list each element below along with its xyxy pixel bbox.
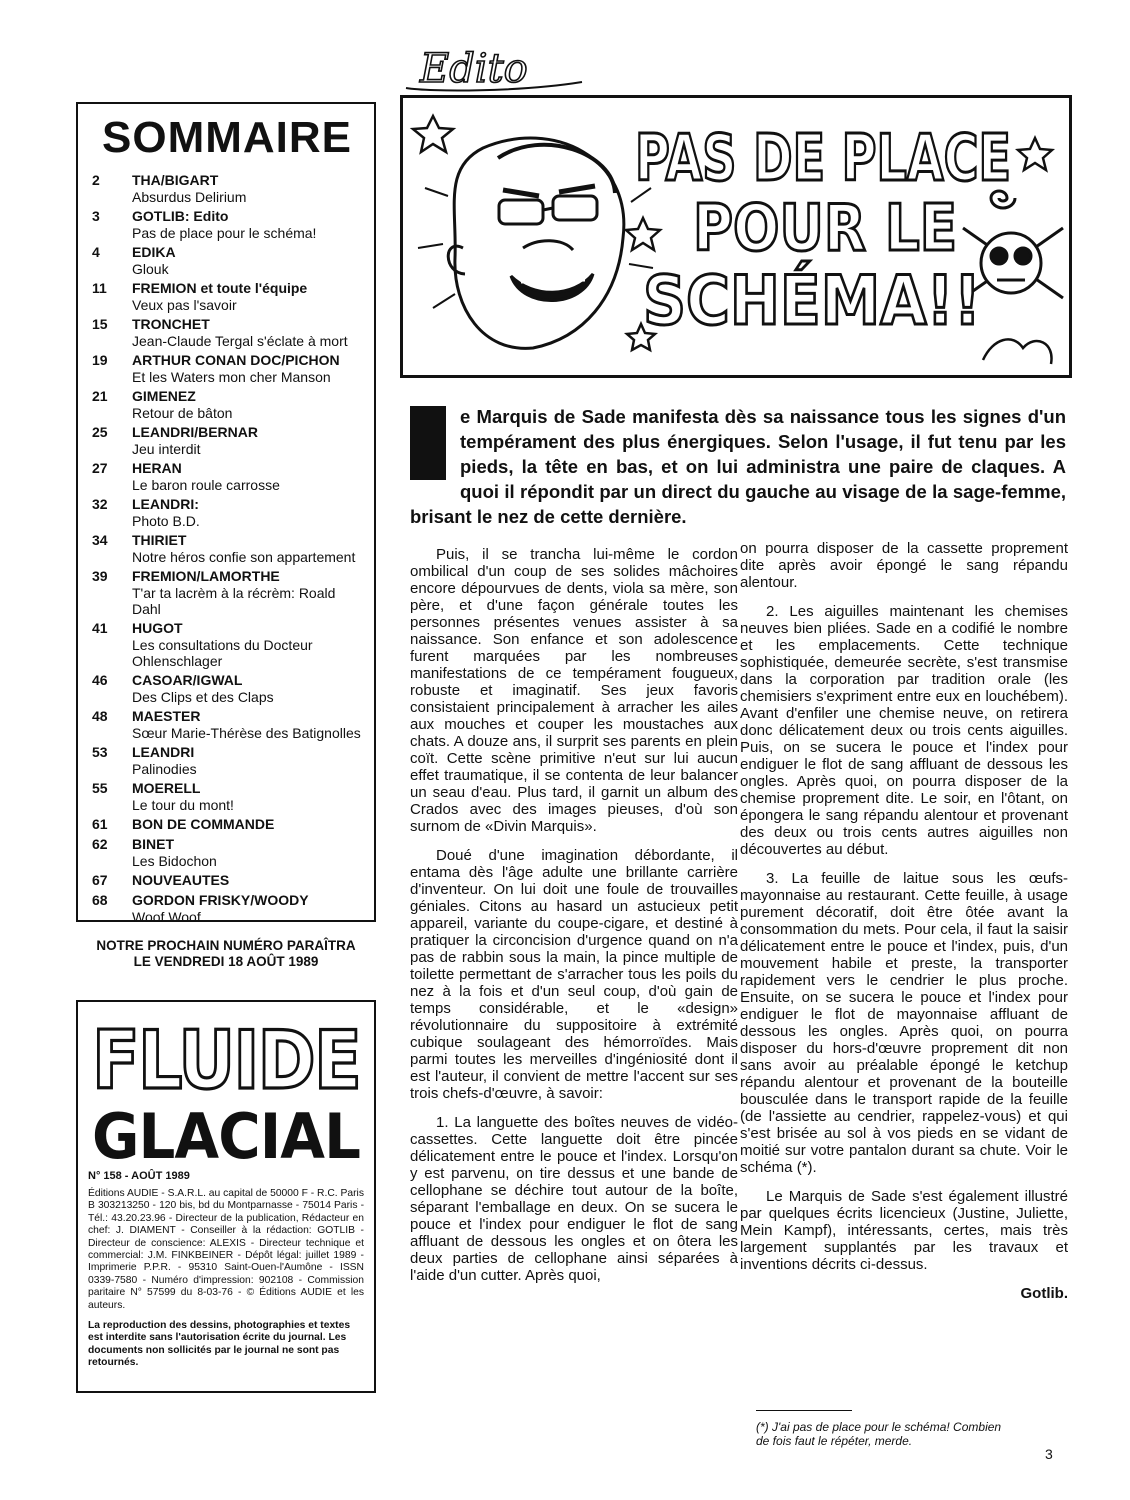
masthead — [76, 1000, 376, 1393]
toc-page-number: 21 — [92, 388, 108, 404]
toc-page-number: 15 — [92, 316, 108, 332]
paragraph: 3. La feuille de laitue sous les œufs-mayonnaise au restaurant. Cette feuille, à usage purement décoratif, doit être ôtée avant la consommation du mets. Pour cela, il faut la saisir délicatement entre le pouce et l'index, puis, d'un mouvement habile et preste, la transporter rapidement vers le cendrier le plus proche. Ensuite, on se sucera le pouce et l'index pour endiguer le flot de mayonnaise affluant de dessous les ongles. Après quoi, on pourra disposer du hors-d'œuvre proprement dit non sans avoir au préalable épongé le ketchup répandu alentour et provenant de la bouteille bousculée dans le transport rapide de la feuille (de l'assiette au cendrier, rappelez-vous) et qui s'est brisée au sol à vos pieds en se vidant de moitié sur votre pantalon durant sa chute. Voir le schéma (*). — [740, 870, 1068, 1176]
toc-author: MAESTER — [132, 708, 201, 724]
toc-author: GORDON FRISKY/WOODY — [132, 892, 309, 908]
toc-entry — [88, 532, 366, 565]
toc-page-number: 34 — [92, 532, 108, 548]
toc-page-number: 32 — [92, 496, 108, 512]
banner-title-line-3: SCHÉMA!! — [643, 262, 1028, 341]
toc-page-number: 39 — [92, 568, 108, 584]
toc-subtitle: Les consultations du Docteur Ohlenschlager — [132, 637, 313, 669]
paragraph: Doué d'une imagination débordante, il entama dès l'âge adulte une brillante carrière d'inventeur. On lui doit une foule de trouvailles géniales. Citons au hasard un astucieux petit appareil, variante du coupe-cigare, et destiné à pratiquer la circoncision d'urgence quand on n'a pas de rabbin sous la main, la pince multiple de toilette permettant de s'arracher tous les poils du nez à la fois et d'un seul coup, d'où gain de temps considérable, et le «design» révolutionnaire du suppositoire à extrémité cubique soulageant des hémorroïdes. Mais parmi toutes les merveilles d'ingéniosité dont il est l'auteur, il convient de mettre l'accent sur ses trois chefs-d'œuvre, à savoir: — [410, 847, 738, 1102]
toc-subtitle: Le baron roule carrosse — [132, 477, 280, 493]
toc-author: NOUVEAUTES — [132, 872, 230, 888]
toc-subtitle: Notre héros confie son appartement — [132, 549, 356, 565]
toc-entry — [88, 816, 366, 833]
toc-entry — [88, 568, 366, 617]
toc-author: TRONCHET — [132, 316, 210, 332]
toc-entry — [88, 744, 366, 777]
toc-subtitle: Et les Waters mon cher Manson — [132, 369, 331, 385]
toc-page-number: 27 — [92, 460, 108, 476]
splash-drawing — [983, 339, 1052, 364]
angry-face-drawing — [418, 138, 653, 348]
banner-title-line-1: PAS DE PLACE — [635, 122, 1011, 196]
sommaire-title: SOMMAIRE — [102, 113, 352, 162]
banner-title-line-2: POUR LE — [693, 192, 957, 266]
toc-entry — [88, 496, 366, 529]
toc-entry — [88, 172, 366, 205]
toc-subtitle: Veux pas l'savoir — [132, 297, 237, 313]
toc-page-number: 41 — [92, 620, 108, 636]
toc-page-number: 3 — [92, 208, 100, 224]
toc-entry — [88, 708, 366, 741]
toc-author: BINET — [132, 836, 174, 852]
toc-author: HUGOT — [132, 620, 183, 636]
paragraph: Le Marquis de Sade s'est également illustré par quelques écrits licencieux (Justine, Juliette, Mein Kampf), intéressants, certes, mais très largement supplantés par les travaux et inventions décrits ci-dessus. — [740, 1188, 1068, 1273]
toc-entry — [88, 892, 366, 925]
toc-page-number: 11 — [92, 280, 107, 296]
toc-subtitle: Jean-Claude Tergal s'éclate à mort — [132, 333, 348, 349]
toc-entry — [88, 388, 366, 421]
toc-subtitle: Glouk — [132, 261, 169, 277]
next-issue-date: LE VENDREDI 18 AOÛT 1989 — [133, 954, 319, 969]
toc-entry — [88, 872, 366, 889]
toc-entry — [88, 316, 366, 349]
toc-author: EDIKA — [132, 244, 176, 260]
edito-banner-illustration — [400, 95, 1072, 378]
toc-subtitle: Le tour du mont! — [132, 797, 234, 813]
toc-subtitle: Jeu interdit — [132, 441, 201, 457]
toc-entry — [88, 244, 366, 277]
paragraph: 2. Les aiguilles maintenant les chemises neuves bien pliées. Sade en a codifié le nombre et les emplacements. Cette technique sophistiquée, demeurée secrète, s'est transmise dans la corporation par tradition orale (les chemisiers s'expriment entre eux en louchébem). Avant d'enfiler une chemise neuve, on retirera donc délicatement deux ou trois cents aiguilles. Puis, on se sucera le pouce et l'index pour endiguer le flot de sang affluant de dessous les ongles. Après quoi, on pourra disposer de la chemise proprement dite. Le soir, en l'ôtant, on épongera le sang répandu alentour et provenant des deux ou trois cents autres aiguilles non découvertes au début. — [740, 603, 1068, 858]
toc-page-number: 46 — [92, 672, 108, 688]
toc-page-number: 62 — [92, 836, 108, 852]
toc-subtitle: Palinodies — [132, 761, 197, 777]
toc-subtitle: Pas de place pour le schéma! — [132, 225, 317, 241]
drop-cap — [410, 406, 446, 480]
toc-subtitle: Woof Woof — [132, 909, 201, 925]
toc-list — [88, 172, 366, 925]
toc-page-number: 55 — [92, 780, 108, 796]
toc-subtitle: Absurdus Delirium — [132, 189, 247, 205]
table-of-contents — [76, 102, 376, 925]
paragraph: on pourra disposer de la cassette proprement dite après avoir épongé le sang répandu alentour. — [740, 540, 1068, 591]
edito-logo — [400, 48, 590, 96]
toc-page-number: 68 — [92, 892, 108, 908]
toc-page-number: 61 — [92, 816, 108, 832]
toc-entry — [88, 352, 366, 385]
toc-author: HERAN — [132, 460, 182, 476]
toc-entry — [88, 280, 366, 313]
logo-line-2: GLACIAL — [92, 1100, 360, 1173]
paragraph: Puis, il se trancha lui-même le cordon ombilical d'un coup de ses solides mâchoires encore dépourvues de dents, viola sa mère, son père, et d'une façon générale toutes les personnes présentes venues assister à sa naissance. Son enfance et son adolescence furent marquées par les nombreuses manifestations de ce tempérament fougueux, robuste et imaginatif. Ses jeux favoris consistaient principalement à arracher les ailes aux mouches et couper les moustaches aux chats. A douze ans, il surprit ses parents en plein coït. Cette scène primitive n'eut sur lui aucun effet traumatique, il se contenta de leur balancer un seau d'eau. Plus tard, il garnit un album des Crados avec des images pieuses, d'où son surnom de «Divin Marquis». — [410, 546, 738, 835]
next-issue-notice — [76, 938, 376, 970]
toc-page-number: 4 — [92, 244, 100, 260]
article-column-1 — [410, 546, 738, 1296]
toc-page-number: 53 — [92, 744, 108, 760]
logo-line-1: FLUIDE — [92, 1014, 360, 1107]
toc-entry — [88, 460, 366, 493]
toc-author: LEANDRI — [132, 744, 195, 760]
toc-entry — [88, 836, 366, 869]
toc-entry — [88, 780, 366, 813]
toc-author: BON DE COMMANDE — [132, 816, 275, 832]
toc-author: MOERELL — [132, 780, 201, 796]
toc-subtitle: T'ar ta lacrèm à la récrèm: Roald Dahl — [132, 585, 336, 617]
article-column-2 — [740, 540, 1068, 1302]
toc-page-number: 25 — [92, 424, 108, 440]
fluide-glacial-logo — [88, 1012, 364, 1173]
imprint-text: Éditions AUDIE - S.A.R.L. au capital de 50000 F - R.C. Paris B 303213250 - 120 bis, bd du Montparnasse - 75014 Paris - Tél.: 43.20.23.96 - Directeur de la publication, Rédacteur en chef: J. DIAMENT - Conseiller à la rédaction: GOTLIB - Directeur de conscience: ALEXIS - Directeur technique et commercial: J.M. FINKBEINER - Dépôt légal: juillet 1989 - Imprimerie P.P.R. - 95310 Saint-Ouen-l'Aumône - ISSN 0339-7580 - Numéro d'impression: 902108 - Commission paritaire N° 57599 du 8-03-76 - © Éditions AUDIE et les auteurs. — [88, 1188, 364, 1311]
edito-word: Edito — [420, 46, 528, 92]
toc-author: LEANDRI/BERNAR — [132, 424, 258, 440]
toc-page-number: 67 — [92, 872, 108, 888]
copyright-notice: La reproduction des dessins, photographies et textes est interdite sans l'autorisation écrite du journal. Les documents non sollicités par le journal ne sont pas retournés. — [88, 1320, 351, 1369]
toc-author: LEANDRI: — [132, 496, 199, 512]
paragraph: 1. La languette des boîtes neuves de vidéo-cassettes. Cette languette doit être pincée délicatement entre le pouce et l'index. Lorsqu'on y est parvenu, on tire dessus et une bande de cellophane se déchire tout autour de la boîte, séparant l'emballage en deux. On se sucera le pouce et l'index pour endiguer le flot de sang affluant de dessous les ongles et on ôtera les deux parties de cellophane ainsi séparées à l'aide d'un cutter. Après quoi, — [410, 1114, 738, 1284]
footnote-divider — [756, 1410, 852, 1411]
toc-page-number: 19 — [92, 352, 108, 368]
lead-paragraph — [410, 404, 1066, 529]
lead-text: e Marquis de Sade manifesta dès sa naissance tous les signes d'un tempérament des plus énergiques. Selon l'usage, il fut tenu par les pieds, la tête en bas, et on lui administra une paire de claques. A quoi il répondit par un direct du gauche au visage de la sage-femme, brisant le nez de cette dernière. — [410, 406, 1066, 527]
toc-author: ARTHUR CONAN DOC/PICHON — [132, 352, 340, 368]
toc-author: GIMENEZ — [132, 388, 196, 404]
toc-subtitle: Photo B.D. — [132, 513, 200, 529]
author-signature: Gotlib. — [1020, 1285, 1068, 1302]
toc-entry — [88, 208, 366, 241]
toc-subtitle: Retour de bâton — [132, 405, 233, 421]
toc-author: CASOAR/IGWAL — [132, 672, 243, 688]
toc-author: GOTLIB: Edito — [132, 208, 229, 224]
footnote: (*) J'ai pas de place pour le schéma! Combien de fois faut le répéter, merde. — [756, 1420, 1002, 1448]
next-issue-line: NOTRE PROCHAIN NUMÉRO PARAÎTRA — [96, 938, 356, 953]
toc-page-number: 48 — [92, 708, 108, 724]
toc-entry — [88, 424, 366, 457]
toc-page-number: 2 — [92, 172, 100, 188]
toc-author: THA/BIGART — [132, 172, 219, 188]
toc-author: THIRIET — [132, 532, 187, 548]
toc-entry — [88, 620, 366, 669]
page-number: 3 — [1045, 1446, 1053, 1462]
issue-number: N° 158 - AOÛT 1989 — [88, 1170, 190, 1182]
toc-author: FREMION et toute l'équipe — [132, 280, 308, 296]
toc-subtitle: Sœur Marie-Thérèse des Batignolles — [132, 725, 361, 741]
toc-entry — [88, 672, 366, 705]
toc-subtitle: Des Clips et des Claps — [132, 689, 274, 705]
toc-author: FREMION/LAMORTHE — [132, 568, 280, 584]
toc-subtitle: Les Bidochon — [132, 853, 217, 869]
